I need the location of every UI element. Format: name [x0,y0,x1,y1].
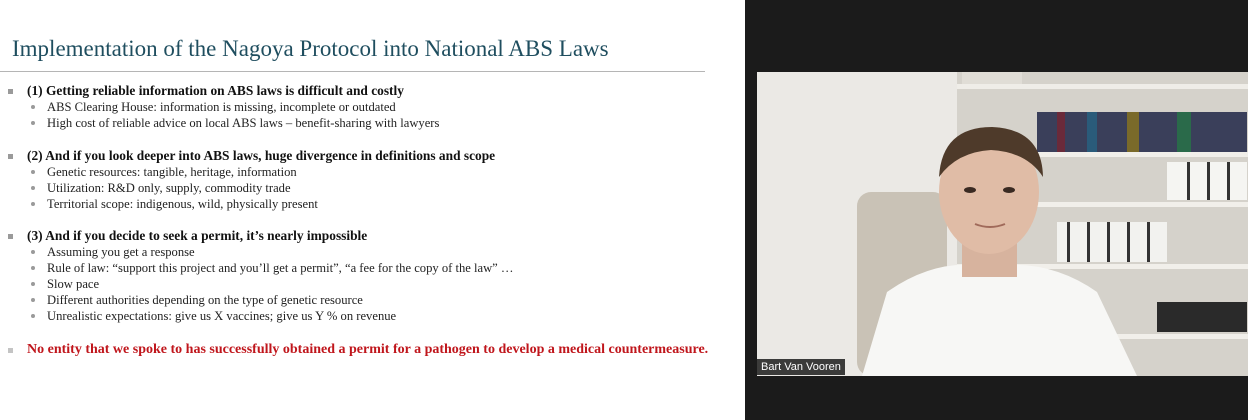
section-1-heading-text: (1) Getting reliable information on ABS laws is difficult and costly [27,83,404,98]
square-bullet-icon [8,89,13,94]
dot-bullet-icon [31,298,35,302]
square-bullet-icon [8,348,13,353]
list-item: Different authorities depending on the type of genetic resource [8,292,728,308]
dot-bullet-icon [31,314,35,318]
section-3-heading [8,228,728,244]
title-divider [0,71,705,72]
section-2-heading-text: (2) And if you look deeper into ABS laws, huge divergence in definitions and scope [27,148,496,163]
participant-name-label: Bart Van Vooren [757,359,845,375]
dot-bullet-icon [31,282,35,286]
dot-bullet-icon [31,266,35,270]
list-item: Slow pace [8,276,728,292]
section-1-heading [8,83,728,99]
list-item: Territorial scope: indigenous, wild, physically present [8,196,728,212]
list-item: Unrealistic expectations: give us X vaccines; give us Y % on revenue [8,308,728,324]
list-item: Utilization: R&D only, supply, commodity trade [8,180,728,196]
section-2-heading [8,148,728,164]
list-item: Assuming you get a response [8,244,728,260]
video-frame [757,72,1248,376]
section-3-heading-text: (3) And if you decide to seek a permit, it’s nearly impossible [27,228,368,243]
list-item: ABS Clearing House: information is missing, incomplete or outdated [8,99,728,115]
square-bullet-icon [8,234,13,239]
list-item: High cost of reliable advice on local ABS laws – benefit-sharing with lawyers [8,115,728,131]
list-item: Genetic resources: tangible, heritage, information [8,164,728,180]
conclusion [8,343,728,357]
section-2 [8,148,728,212]
dot-bullet-icon [31,105,35,109]
dot-bullet-icon [31,202,35,206]
dot-bullet-icon [31,170,35,174]
square-bullet-icon [8,154,13,159]
list-item: Rule of law: “support this project and you’ll get a permit”, “a fee for the copy of the law” … [8,260,728,276]
conclusion-text: No entity that we spoke to has successfully obtained a permit for a pathogen to develop a medical countermeasure. [8,343,717,357]
section-3 [8,228,728,324]
dot-bullet-icon [31,186,35,190]
dot-bullet-icon [31,250,35,254]
slide-title: Implementation of the Nagoya Protocol into National ABS Laws [12,36,609,61]
participant-video[interactable] [757,72,1248,376]
dot-bullet-icon [31,121,35,125]
section-1 [8,83,728,131]
